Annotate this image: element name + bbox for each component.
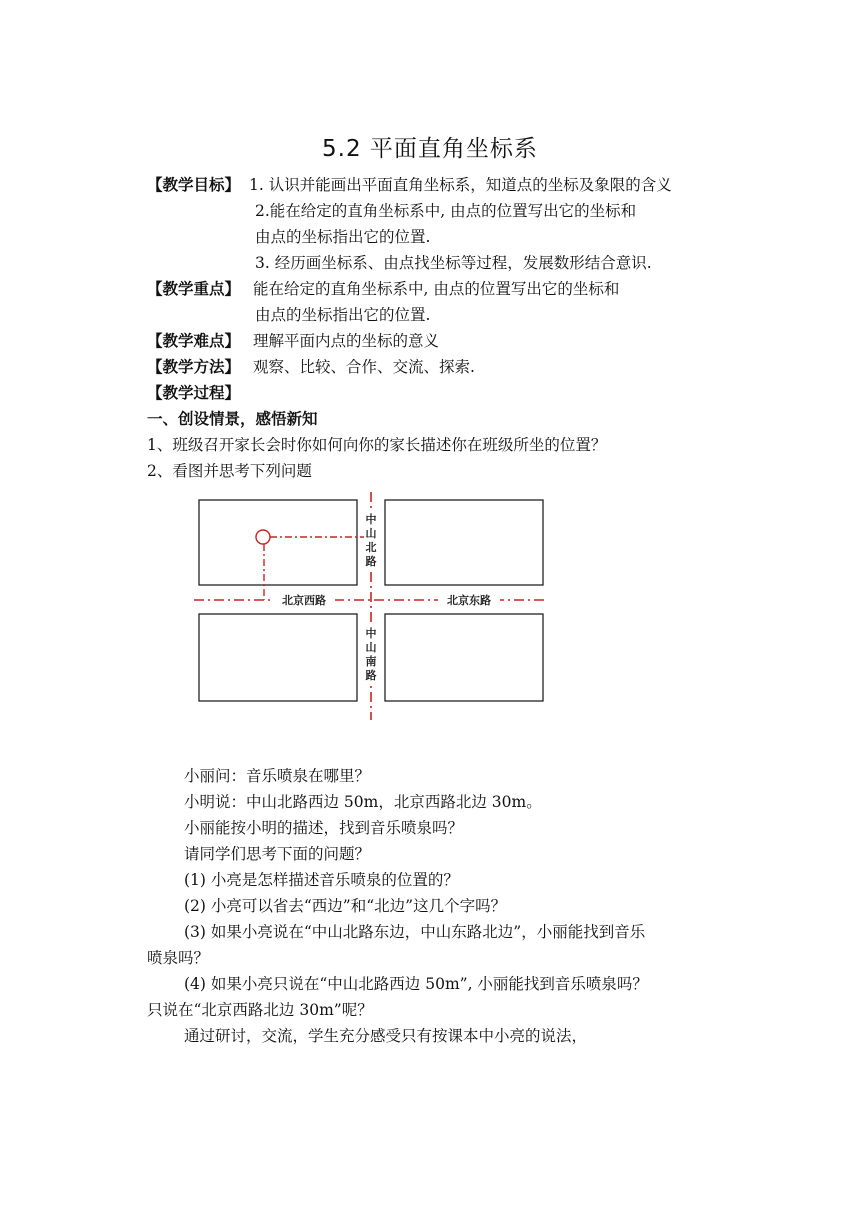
- dialogue-line-2: 小明说：中山北路西边 50m，北京西路北边 30m。: [184, 793, 542, 811]
- key-points-label: 【教学重点】: [147, 280, 241, 298]
- key-point-line-1: 能在给定的直角坐标系中, 由点的位置写出它的坐标和: [253, 280, 620, 298]
- objective-line-4: 3. 经历画坐标系、由点找坐标等过程，发展数形结合意识.: [255, 254, 652, 272]
- dialogue-line-4: 请同学们思考下面的问题？: [184, 845, 371, 863]
- objective-line-2: 2.能在给定的直角坐标系中, 由点的位置写出它的坐标和: [255, 202, 637, 220]
- difficulty-label: 【教学难点】: [147, 332, 241, 350]
- north-road-char-4: 路: [365, 555, 377, 568]
- road-map-figure: [190, 488, 560, 728]
- question-1: 1、班级召开家长会时你如何向你的家长描述你在班级所坐的位置？: [147, 436, 607, 454]
- south-road-char-1: 中: [365, 627, 377, 640]
- objective-line-3: 由点的坐标指出它的位置.: [255, 228, 431, 246]
- key-point-line-2: 由点的坐标指出它的位置.: [255, 306, 431, 324]
- dialogue-line-6: (2) 小亮可以省去“西边”和“北边”这几个字吗？: [184, 897, 507, 915]
- objective-line-1: 1. 认识并能画出平面直角坐标系，知道点的坐标及象限的含义: [249, 176, 672, 194]
- dialogue-line-11: 通过研讨，交流，学生充分感受只有按课本中小亮的说法，: [184, 1027, 588, 1045]
- question-2: 2、看图并思考下列问题: [147, 462, 312, 480]
- methods-text: 观察、比较、合作、交流、探索.: [253, 358, 475, 376]
- dialogue-line-9: (4) 如果小亮只说在“中山北路西边 50m”, 小丽能找到音乐喷泉吗？: [184, 975, 648, 993]
- section-heading: 一、创设情景，感悟新知: [147, 410, 318, 428]
- north-road-char-3: 北: [365, 541, 377, 554]
- dialogue-line-8: 喷泉吗？: [147, 949, 210, 967]
- south-road-char-3: 南: [365, 655, 377, 668]
- east-road-label: 北京东路: [447, 594, 491, 607]
- west-road-label: 北京西路: [282, 594, 326, 607]
- process-label: 【教学过程】: [147, 384, 241, 402]
- dialogue-line-3: 小丽能按小明的描述，找到音乐喷泉吗？: [184, 819, 464, 837]
- methods-label: 【教学方法】: [147, 358, 241, 376]
- north-road-char-2: 山: [365, 527, 377, 540]
- south-road-char-4: 路: [365, 669, 377, 682]
- objectives-label: 【教学目标】: [147, 176, 241, 194]
- block-northwest: [199, 500, 357, 585]
- north-road-char-1: 中: [365, 513, 377, 526]
- south-road-char-2: 山: [365, 641, 377, 654]
- fountain-marker: [256, 530, 270, 544]
- dialogue-line-10: 只说在“北京西路北边 30m”呢？: [147, 1001, 373, 1019]
- block-northeast: [385, 500, 543, 585]
- block-southwest: [199, 614, 357, 701]
- difficulty-text: 理解平面内点的坐标的意义: [253, 332, 440, 350]
- page-title: 5.2 平面直角坐标系: [322, 136, 538, 162]
- dialogue-line-5: (1) 小亮是怎样描述音乐喷泉的位置的？: [184, 871, 459, 889]
- dialogue-line-7: (3) 如果小亮说在“中山北路东边，中山东路北边”，小丽能找到音乐: [184, 923, 646, 941]
- dialogue-line-1: 小丽问：音乐喷泉在哪里？: [184, 767, 371, 785]
- block-southeast: [385, 614, 543, 701]
